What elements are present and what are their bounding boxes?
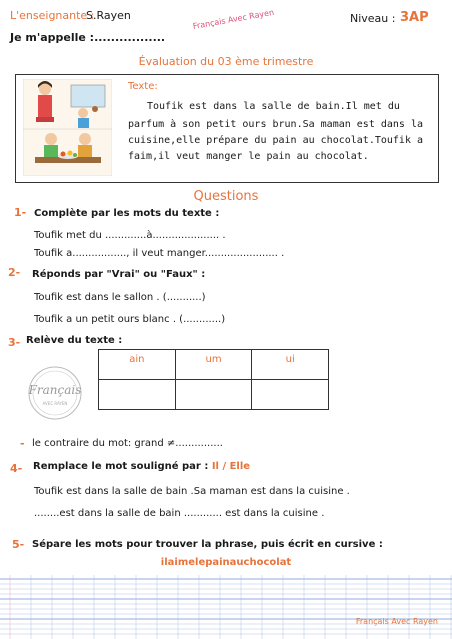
q1-line-2: Toufik a................., il veut manger....................... . [34,248,285,259]
table-cell-answer-3[interactable] [252,380,329,410]
q2-number: 2- [8,266,21,279]
q2-prompt: Réponds par "Vrai" ou "Faux" : [32,269,206,280]
q4-line-1: Toufik est dans la salle de bain .Sa maman est dans la cuisine . [34,486,350,497]
evaluation-title: Évaluation du 03 ème trimestre [138,55,314,68]
q2-line-2: Toufik a un petit ours blanc . (............) [34,314,226,325]
text-line-2: parfum à son petit ours brun.Sa maman est dans la [128,119,424,130]
name-line: Je m'appelle :................. [10,31,166,44]
q1-line-1: Toufik met du .............à..................... . [34,230,226,241]
q1-prompt: Complète par les mots du texte : [34,208,220,219]
writing-lines[interactable] [0,575,452,639]
teacher-name: S.Rayen [86,9,131,22]
text-line-4: faim,il veut manger le pain au chocolat. [128,151,369,162]
teacher-label: L'enseignante : [10,9,95,22]
table-header-ain: ain [99,350,176,380]
q3-prompt: Relève du texte : [26,335,123,346]
stamp-text: Français [28,383,82,397]
scrambled-sentence: ilaimelepainauchocolat [160,557,292,568]
contraire-bullet: - [20,437,25,450]
francais-stamp [20,363,90,423]
table-cell-answer-2[interactable] [175,380,252,410]
q1-number: 1- [14,206,27,219]
releve-table [98,349,329,410]
table-cell-answer-1[interactable] [99,380,176,410]
level-label: Niveau : [350,12,396,25]
q5-prompt: Sépare les mots pour trouver la phrase, puis écrit en cursive : [32,539,383,550]
level-value: 3AP [400,10,429,25]
q5-number: 5- [12,538,25,551]
q4-number: 4- [10,462,23,475]
watermark-top: Français Avec Rayen [192,7,275,31]
family-illustration [23,79,112,176]
questions-title: Questions [193,189,259,204]
q4-line-2: ........est dans la salle de bain ............ est dans la cuisine . [34,508,325,519]
q4-pronouns: Il / Elle [211,461,251,472]
table-header-um: um [175,350,252,380]
text-line-3: cuisine,elle prépare du pain au chocolat.Toufik a [128,135,424,146]
text-label: Texte: [128,81,158,92]
text-line-1: Toufik est dans la salle de bain.Il met du [147,101,400,112]
q4-prompt: Remplace le mot souligné par : Il / Elle [33,461,251,472]
table-header-ui: ui [252,350,329,380]
stamp-subtext: AVEC RAYEN [42,401,68,406]
watermark-bottom: Français Avec Rayen [355,617,438,626]
q2-line-1: Toufik est dans le sallon . (...........) [34,292,206,303]
contraire-prompt: le contraire du mot: grand ≠............... [32,438,223,449]
q3-number: 3- [8,336,21,349]
